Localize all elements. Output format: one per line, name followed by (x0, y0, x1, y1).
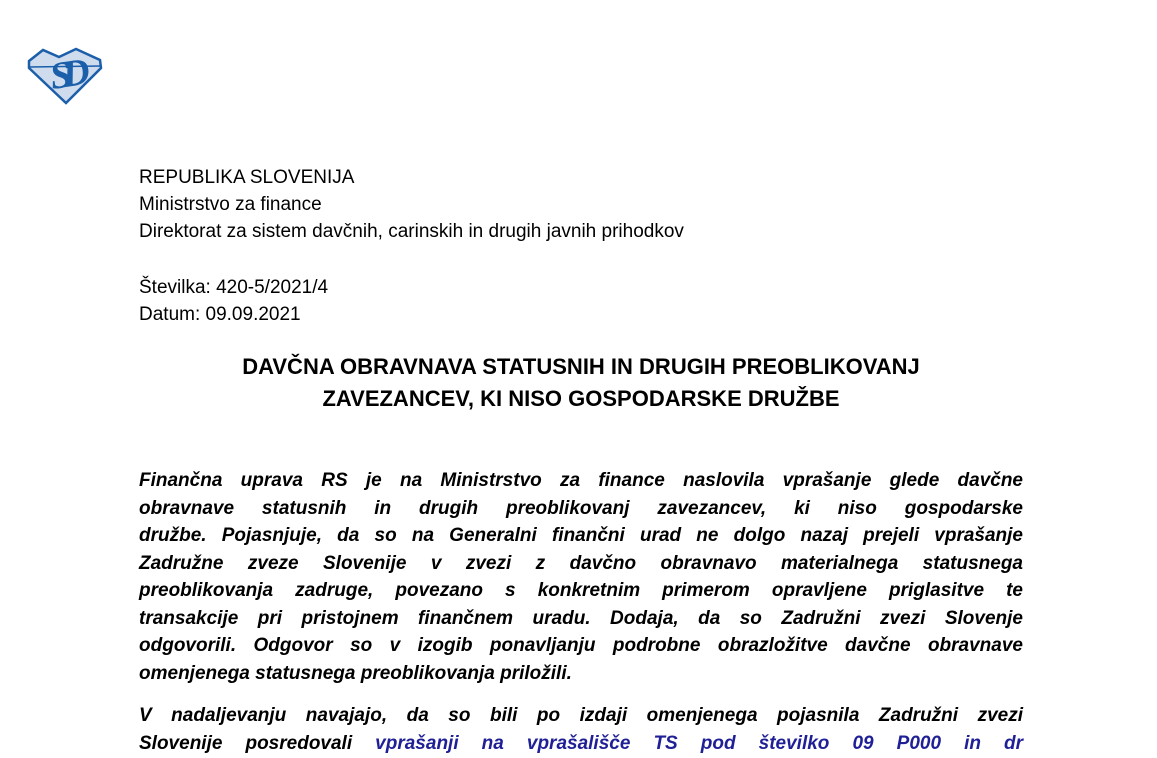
logo-letters: SD (47, 51, 84, 99)
letterhead (139, 164, 684, 245)
body-line: Finančna uprava RS je na Ministrstvo za finance naslovila vprašanje glede davčne (139, 470, 1023, 491)
letterhead-line-country: REPUBLIKA SLOVENIJA (139, 167, 355, 188)
document-date: Datum: 09.09.2021 (139, 304, 301, 325)
letterhead-line-ministry: Ministrstvo za finance (139, 194, 322, 215)
body-line: V nadaljevanju navajajo, da so bili po izdaji omenjenega pojasnila Zadružni zvezi (139, 705, 1023, 726)
body-line-partial (139, 730, 1023, 758)
body-line: obravnave statusnih in drugih preoblikovanj zavezancev, ki niso gospodarske (139, 497, 1023, 519)
document-meta (139, 274, 328, 328)
paragraph-2 (139, 702, 1023, 758)
body-line: odgovorili. Odgovor so v izogib ponavljanju podrobne obrazložitve davčne obravnave (139, 635, 1023, 656)
body-line: transakcije pri pristojnem finančnem uradu. Dodaja, da so Zadružni zvezi Slovenje (139, 607, 1023, 629)
body-line: preoblikovanja zadruge, povezano s konkretnim primerom opravljene priglasitve te (139, 580, 1023, 601)
body-line: Zadružne zveze Slovenije v zvezi z davčno obravnavo materialnega statusnega (139, 552, 1023, 574)
document-title (139, 351, 1023, 415)
letterhead-line-directorate: Direktorat za sistem davčnih, carinskih in drugih javnih prihodkov (139, 221, 684, 242)
document-title-line-2: ZAVEZANCEV, KI NISO GOSPODARSKE DRUŽBE (322, 386, 840, 411)
paragraph-1 (139, 467, 1023, 687)
document-title-line-1: DAVČNA OBRAVNAVA STATUSNIH IN DRUGIH PREOBLIKOVANJ (242, 354, 920, 379)
partial-plain-text: Slovenije posredovali (139, 733, 376, 754)
document-hyperlink[interactable]: vprašanji na vprašališče TS pod številko 09 P000 in dr (375, 733, 1023, 754)
body-line: omenjenega statusnega preoblikovanja priložili. (139, 662, 572, 684)
sd-diamond-logo-icon (26, 46, 104, 106)
body-line: družbe. Pojasnjuje, da so na Generalni finančni urad ne dolgo nazaj prejeli vprašanje (139, 525, 1023, 546)
document-number: Številka: 420-5/2021/4 (139, 277, 329, 298)
